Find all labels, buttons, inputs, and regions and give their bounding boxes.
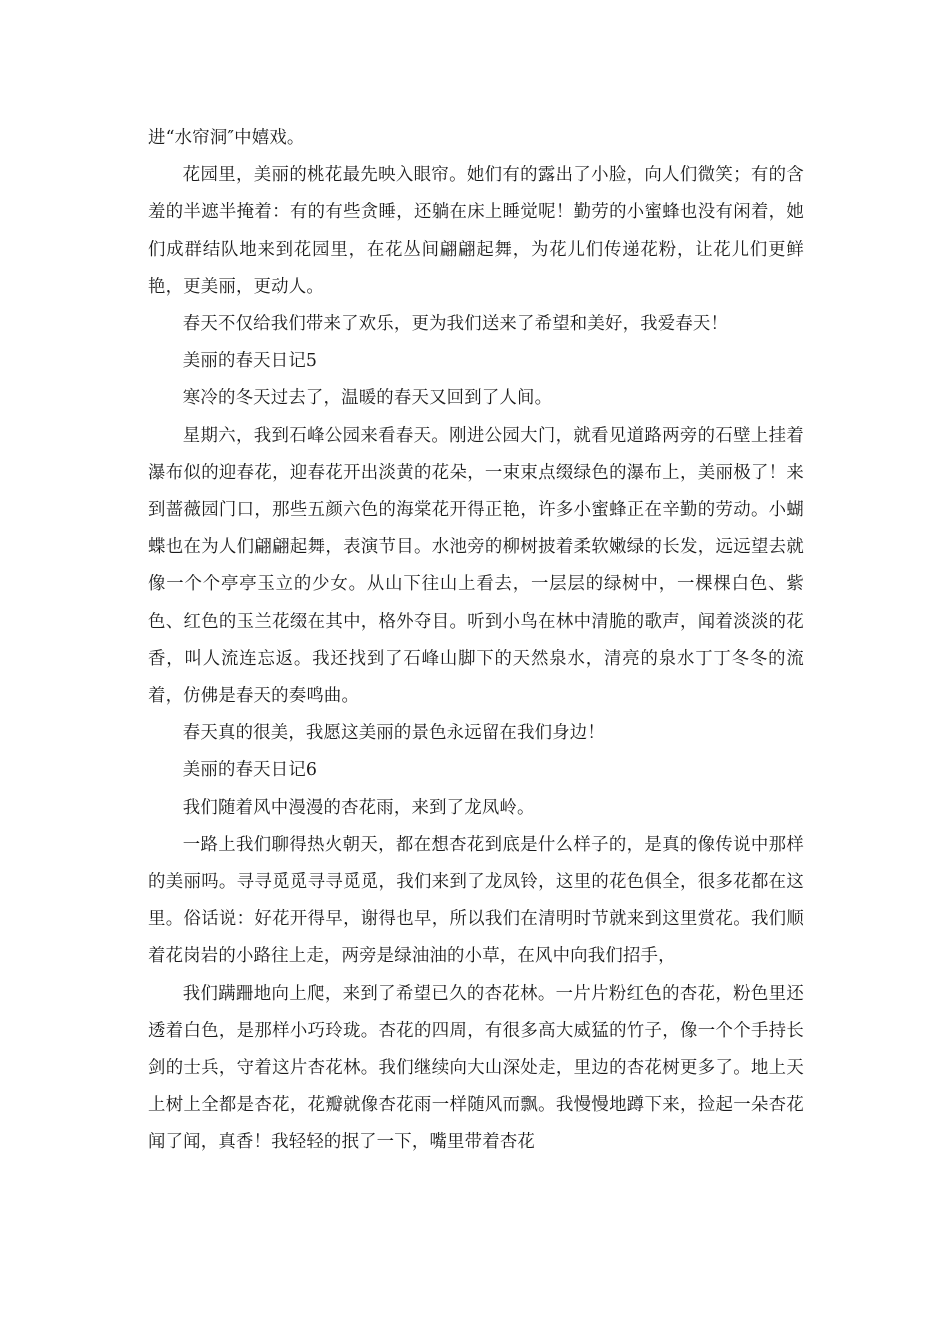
paragraph-9: 我们随着风中漫漫的杏花雨，来到了龙凤岭。 [182,797,535,818]
paragraph-10: 一路上我们聊得热火朝天，都在想杏花到底是什么样子的，是真的像传说中那样的美丽吗。寻寻觅觅寻寻觅觅，我们来到了龙凤铃，这里的花色俱全，很多花都在这里。俗话说：好花开得早，谢得也早，所以我们在清明时节就来到这里赏花。我们顺着花岗岩的小路往上走，两旁是绿油油的小草，在风中向我们招手， [148,834,804,967]
section-heading-6: 美丽的春天日记6 [182,760,318,781]
document-page [148,120,804,1162]
paragraph-5: 寒冷的冬天过去了，温暖的春天又回到了人间。 [182,388,553,409]
paragraph-1: 进“水帘洞″中嬉戏。 [148,128,305,148]
paragraph-3: 春天不仅给我们带来了欢乐，更为我们送来了希望和美好，我爱春天！ [182,314,729,335]
paragraph-6: 星期六，我到石峰公园来看春天。刚进公园大门，就看见道路两旁的石壁上挂着瀑布似的迎春花，迎春花开出淡黄的花朵，一束束点缀绿色的瀑布上，美丽极了！来到蔷薇园门口，那些五颜六色的海棠花开得正艳，许多小蜜蜂正在辛勤的劳动。小蝴蝶也在为人们翩翩起舞，表演节目。水池旁的柳树披着柔软嫩绿的长发，远远望去就像一个个亭亭玉立的少女。从山下往山上看去，一层层的绿树中，一棵棵白色、紫色、红色的玉兰花缀在其中，格外夺目。听到小鸟在林中清脆的歌声，闻着淡淡的花香，叫人流连忘返。我还找到了石峰山脚下的天然泉水，清亮的泉水丁丁冬冬的流着，仿佛是春天的奏鸣曲。 [148,425,804,707]
section-heading-5: 美丽的春天日记5 [182,351,318,372]
paragraph-7: 春天真的很美，我愿这美丽的景色永远留在我们身边！ [182,723,605,744]
paragraph-11: 我们蹒跚地向上爬，来到了希望已久的杏花林。一片片粉红色的杏花，粉色里还透着白色，是那样小巧玲珑。杏花的四周，有很多高大威猛的竹子，像一个个手持长剑的士兵，守着这片杏花林。我们继续向大山深处走，里边的杏花树更多了。地上天上树上全都是杏花，花瓣就像杏花雨一样随风而飘。我慢慢地蹲下来，捡起一朵杏花闻了闻，真香！我轻轻的抿了一下，嘴里带着杏花 [148,983,804,1153]
paragraph-2: 花园里，美丽的桃花最先映入眼帘。她们有的露出了小脸，向人们微笑；有的含羞的半遮半掩着：有的有些贪睡，还躺在床上睡觉呢！勤劳的小蜜蜂也没有闲着，她们成群结队地来到花园里，在花丛间翩翩起舞，为花儿们传递花粉，让花儿们更鲜艳，更美丽，更动人。 [148,165,804,297]
